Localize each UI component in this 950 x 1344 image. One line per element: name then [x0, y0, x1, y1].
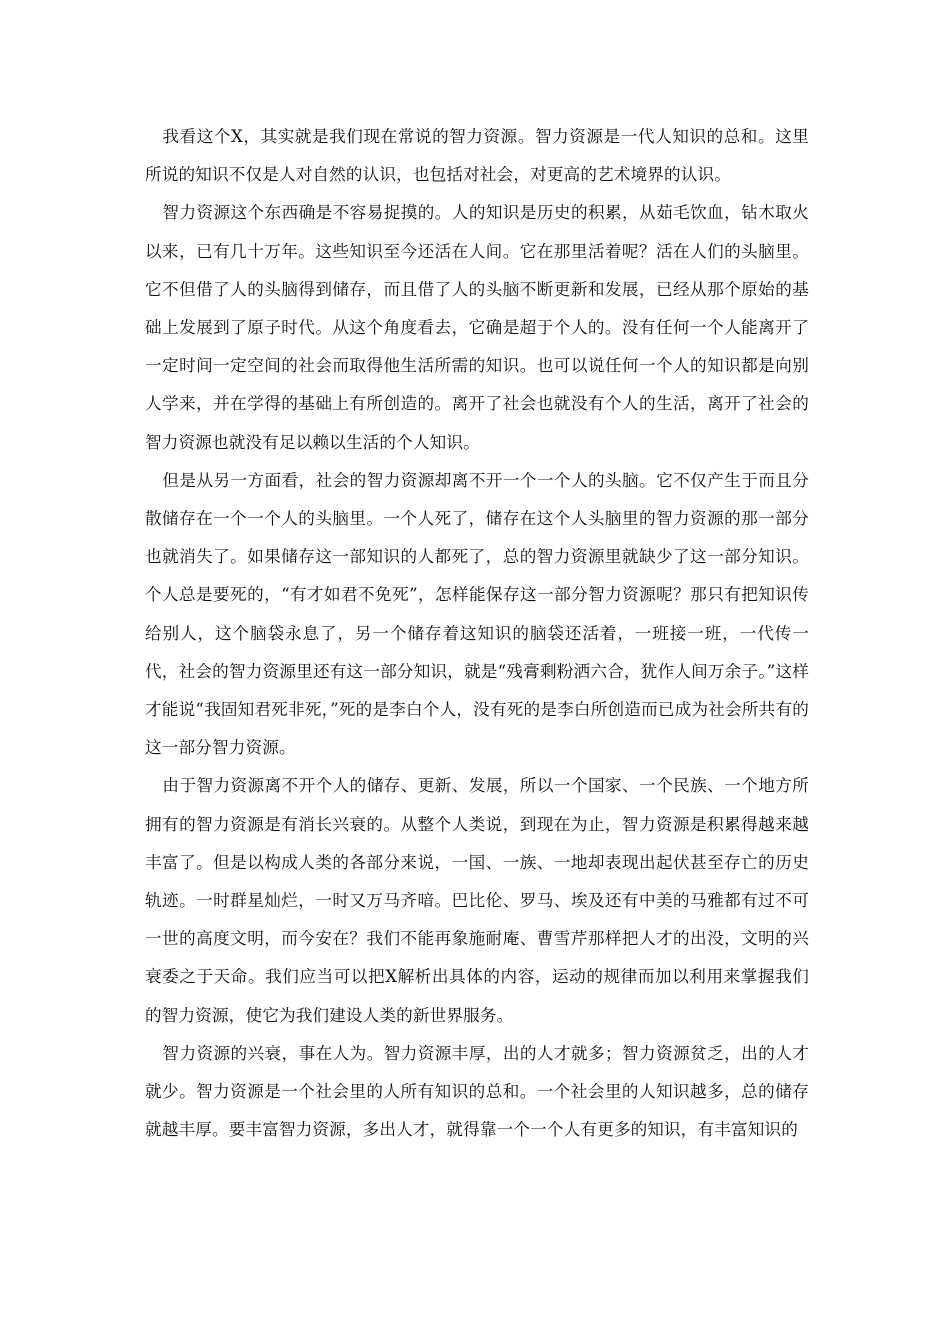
- paragraph-knowledge-accumulation: 智力资源这个东西确是不容易捉摸的。人的知识是历史的积累，从茹毛饮血，钻木取火以来，已有几十万年。这些知识至今还活在人间。它在那里活着呢？活在人们的头脑里。它不但借了人的头脑得到储存，而且借了人的头脑不断更新和发展，已经从那个原始的基础上发展到了原子时代。从这个角度看去，它确是超于个人的。没有任何一个人能离开了一定时间一定空间的社会而取得他生活所需的知识。也可以说任何一个人的知识都是向别人学来，并在学得的基础上有所创造的。离开了社会也就没有个人的生活，离开了社会的智力资源也就没有足以赖以生活的个人知识。: [145, 203, 809, 452]
- paragraph-individual-brains: 但是从另一方面看，社会的智力资源却离不开一个一个人的头脑。它不仅产生于而且分散储存在一个一个人的头脑里。一个人死了，储存在这个人头脑里的智力资源的那一部分也就消失了。如果储存这一部知识的人都死了，总的智力资源里就缺少了这一部分知识。个人总是要死的，“有才如君不免死”，怎样能保存这一部分智力资源呢？那只有把知识传给别人，这个脑袋永息了，另一个储存着这知识的脑袋还活着，一班接一班，一代传一代，社会的智力资源里还有这一部分知识，就是“残膏剩粉洒六合，犹作人间万余子。”这样才能说“我固知君死非死，”死的是李白个人，没有死的是李白所创造而已成为社会所共有的这一部分智力资源。: [145, 470, 809, 758]
- document-page: [145, 118, 809, 1149]
- paragraph-human-effort: 智力资源的兴衰，事在人为。智力资源丰厚，出的人才就多；智力资源贫乏，出的人才就少。智力资源是一个社会里的人所有知识的总和。一个社会里的人知识越多，总的储存就越丰厚。要丰富智力资源，多出人才，就得靠一个一个人有更多的知识，有丰富知识的: [145, 1043, 809, 1140]
- paragraph-rise-and-fall: 由于智力资源离不开个人的储存、更新、发展，所以一个国家、一个民族、一个地方所拥有的智力资源是有消长兴衰的。从整个人类说，到现在为止，智力资源是积累得越来越丰富了。但是以构成人类的各部分来说，一国、一族、一地却表现出起伏甚至存亡的历史轨迹。一时群星灿烂，一时又万马齐喑。巴比伦、罗马、埃及还有中美的马雅都有过不可一世的高度文明，而今安在？我们不能再象施耐庵、曹雪芹那样把人才的出没，文明的兴衰委之于天命。我们应当可以把X解析出具体的内容，运动的规律而加以利用来掌握我们的智力资源，使它为我们建设人类的新世界服务。: [145, 776, 809, 1025]
- paragraph-intelligence-resource-definition: 我看这个X，其实就是我们现在常说的智力资源。智力资源是一代人知识的总和。这里所说的知识不仅是人对自然的认识，也包括对社会，对更高的艺术境界的认识。: [145, 127, 809, 185]
